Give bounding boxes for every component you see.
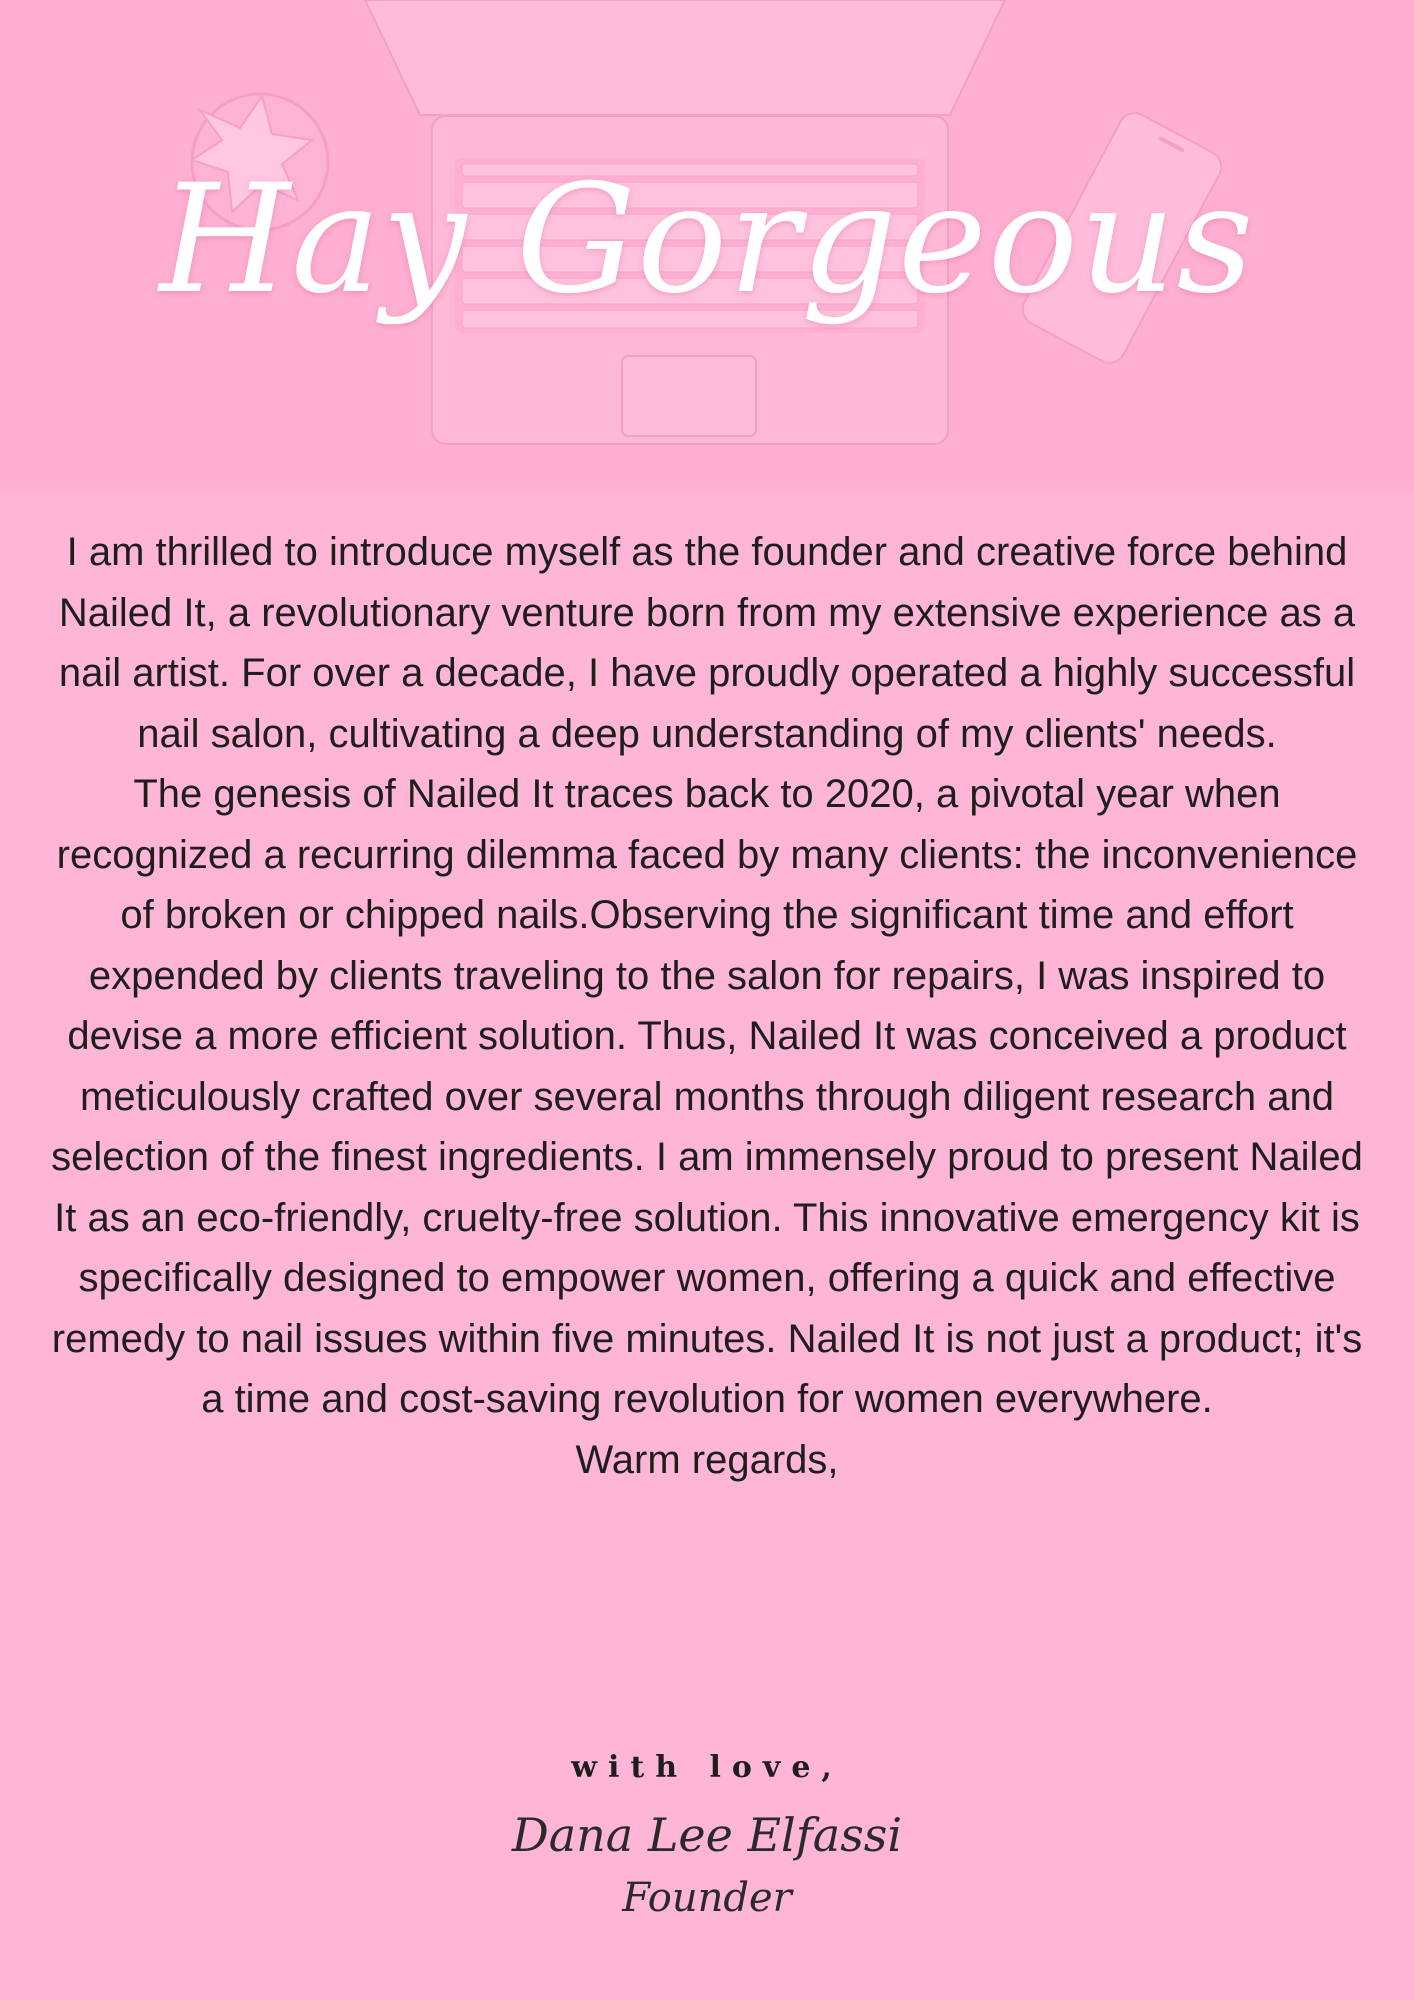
hero-image <box>0 0 1414 492</box>
with-love-text: with love, <box>571 1750 843 1785</box>
letter-paragraph-story: The genesis of Nailed It traces back to 2020, a pivotal year when recognized a recurring dilemma faced by many clients: the inconvenience of broken or chipped nails.Observing the significant time and effort expended by clients traveling to the salon for repairs, I was inspired to devise a more efficient solution. Thus, Nailed It was conceived a product meticulously crafted over several months through diligent research and selection of the finest ingredients. I am immensely proud to present Nailed It as an eco-friendly, cruelty-free solution. This innovative emergency kit is specifically designed to empower women, offering a quick and effective remedy to nail issues within five minutes. Nailed It is not just a product; it's a time and cost-saving revolution for women everywhere. <box>51 772 1363 1421</box>
trackpad <box>622 356 756 436</box>
closing-block <box>0 1744 1414 1926</box>
letter-body <box>40 522 1374 1490</box>
letter-paragraph-intro: I am thrilled to introduce myself as the founder and creative force behind Nailed It, a revolutionary venture born from my extensive experience as a nail artist. For over a decade, I have proudly operated a highly successful nail salon, cultivating a deep understanding of my clients' needs. <box>58 530 1356 756</box>
signature: Dana Lee Elfassi <box>511 1808 903 1862</box>
letter-sign-off: Warm regards, <box>575 1437 839 1482</box>
signer-role: Founder <box>622 1875 792 1921</box>
hero-title: Hay Gorgeous <box>159 153 1255 327</box>
laptop-icon <box>365 0 1005 115</box>
